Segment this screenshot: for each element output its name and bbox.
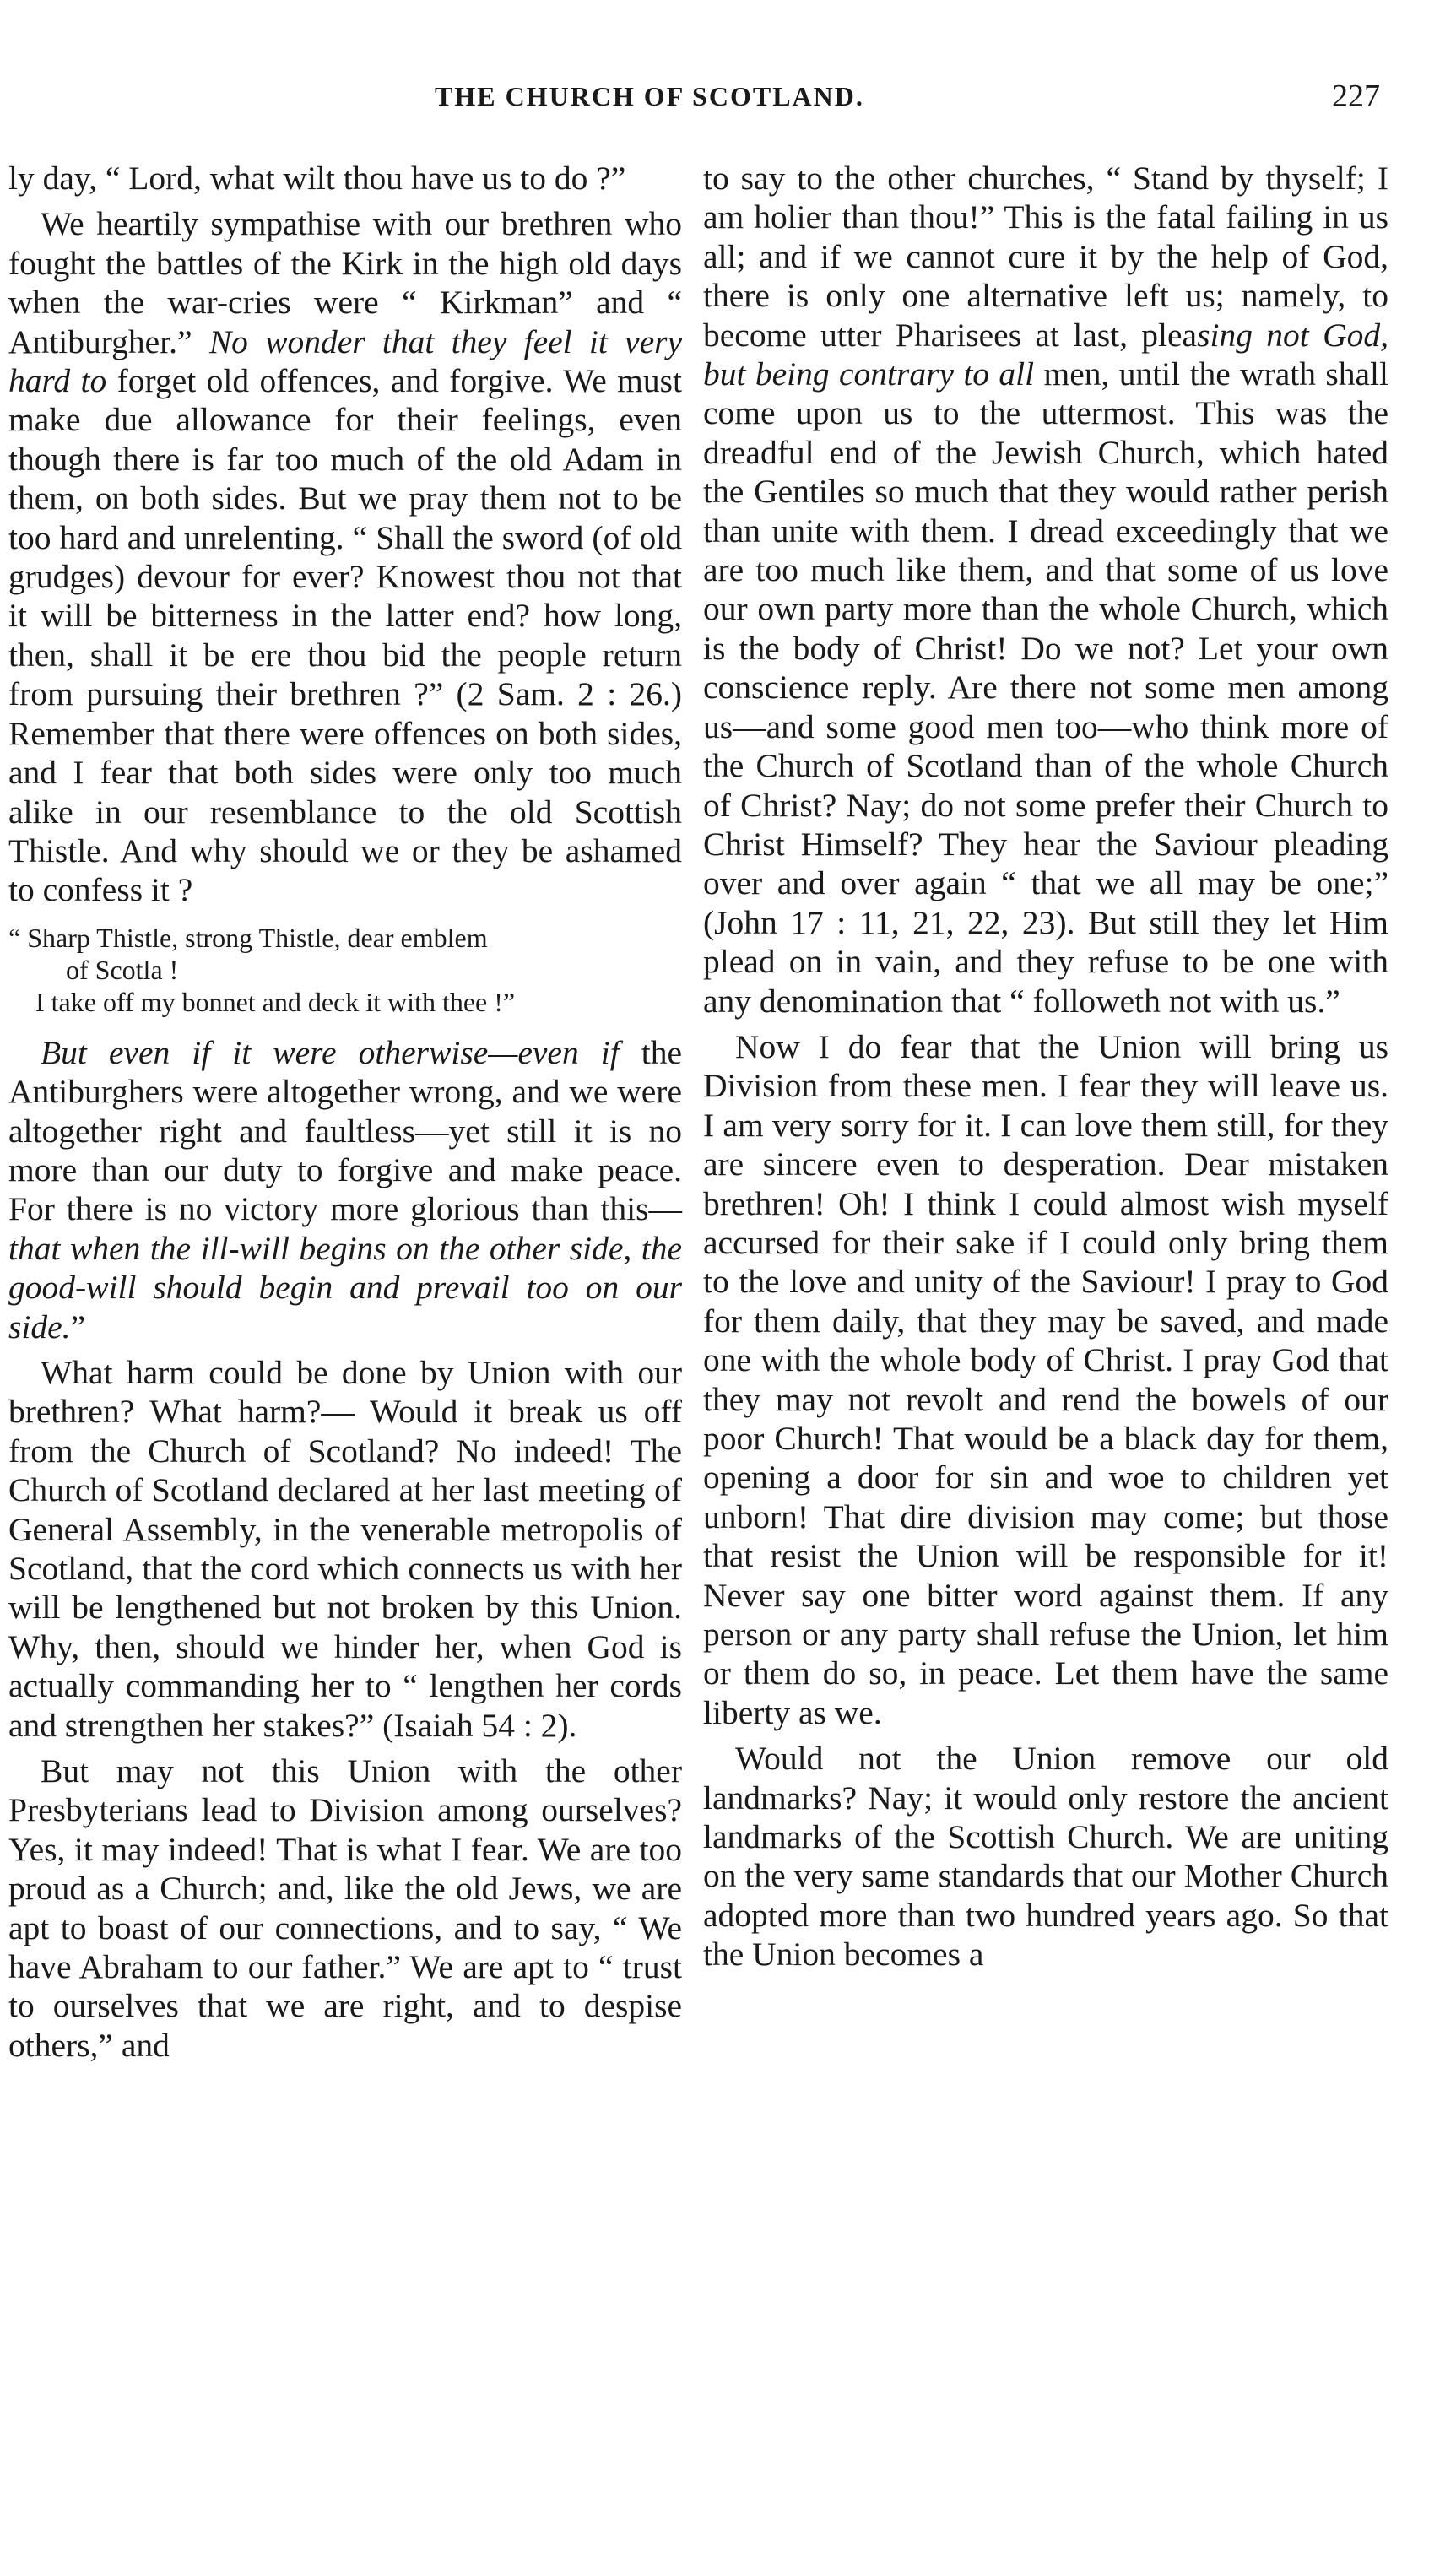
paragraph: Now I do fear that the Union will bring us Division from these men. I fear they will leave us. I am very sorry for it. I can love them still, for they are sincere even to desperation. Dear mistaken brethren! Oh! I think I could almost wish myself accursed for their sake if I could only bring them to the love and unity of the Saviour! I pray to God for them daily, that they may be saved, and made one with the whole body of Christ. I pray God that they may not revolt and rend the bowels of our poor Church! That would be a black day for them, opening a door for sin and woe to children yet unborn! That dire division may come; but those that resist the Union will be responsible for it! Never say one bitter word against them. If any person or any party shall refuse the Union, let him or them do so, in peace. Let them have the same liberty as we. [703,1027,1388,1731]
paragraph-text: men, until the wrath shall come upon us to the uttermost. This was the dreadful end of the Jewish Church, which hated the Gentiles so much that they would rather perish than unite with them. I dread exceedingly that we are too much like them, and that some of us love our own party more than the whole Church, which is the body of Christ! Do we not? Let your own conscience reply. Are there not some men among us—and some good men too—who think more of the Church of Scotland than of the whole Church of Christ? Nay; do not some prefer their Church to Christ Himself? They hear the Saviour pleading over and over again “ that we all may be one;” (John 17 : 11, 21, 22, 23). But still they let Him plead on in vain, and they refuse to be one with any denomination that “ followeth not with us.” [703,355,1388,1020]
paragraph: ly day, “ Lord, what wilt thou have us to do ?” [8,160,626,197]
paragraph-text: forget old offences, and forgive. We must make due allowance for their feelings, even though there is far too much of the old Adam in them, on both sides. But we pray them not to be too hard and unrelenting. “ Shall the sword (of old grudges) devour for ever? Knowest thou not that it will be bitterness in the latter end? how long, then, shall it be ere thou bid the people return from pursuing their brethren ?” (2 Sam. 2 : 26.) Remember that there were offences on both sides, and I fear that both sides were only too much alike in our resemblance to the old Scottish Thistle. And why should we or they be ashamed to confess it ? [8,362,682,909]
paragraph: Would not the Union remove our old landmarks? Nay; it would only restore the ancient landmarks of the Scottish Church. We are uniting on the very same standards that our Mother Church adopted more than two hundred years ago. So that the Union becomes a [703,1740,1388,1974]
paragraph [703,159,1388,1021]
paragraph-text: ” [70,1308,86,1345]
verse-line: I take off my bonnet and deck it with thee !” [35,986,516,1017]
paragraph [8,1033,682,1346]
page-number: 227 [1332,79,1380,114]
paragraph-text: to say to the other churches, “ Stand by thyself; I am holier than thou!” This is the fatal failing in us all; and if we cannot cure it by the help of God, there is only one alternative left us; namely, to become utter Pharisees at last, plea [703,160,1388,354]
paragraph: But may not this Union with the other Presbyterians lead to Division among ourselves? Yes, it may indeed! That is what I fear. We are too proud as a Church; and, like the old Jews, we are apt to boast of our connections, and to say, “ We have Abraham to our father.” We are apt to “ trust to ourselves that we are right, and to despise others,” and [8,1752,682,2064]
italic-text: sing not God, but being contrary to all [703,316,1388,393]
left-column [8,159,682,2071]
verse-quote [8,922,682,1018]
paragraph-text: We heartily sympathise with our brethren who fought the battles of the Kirk in the high old days when the war-cries were “ Kirkman” and “ Antiburgher.” [8,205,682,360]
running-title: THE CHURCH OF SCOTLAND. [435,81,864,111]
verse-line: of Scotla ! [66,954,179,985]
italic-text: No wonder that they feel it very hard to [8,322,683,400]
italic-text: that when the ill-will begins on the other side, the good-will should begin and prevail too on our side. [8,1229,682,1345]
paragraph [8,204,682,909]
paragraph: What harm could be done by Union with our brethren? What harm?— Would it break us off from the Church of Scotland? No indeed! The Church of Scotland declared at her last meeting of General Assembly, in the venerable metropolis of Scotland, that the cord which connects us with her will be lengthened but not broken by this Union. Why, then, should we hinder her, when God is actually commanding her to “ lengthen her cords and strengthen her stakes?” (Isaiah 54 : 2). [8,1353,682,1744]
verse-line: “ Sharp Thistle, strong Thistle, dear emblem [8,922,488,953]
italic-text: But even if it were otherwise—even if [41,1033,620,1071]
right-column [703,159,1388,1981]
running-head [0,81,1456,123]
paragraph-text: the Antiburghers were altogether wrong, and we were altogether right and faultless—yet still it is no more than our duty to forgive and make peace. For there is no victory more glorious than this— [8,1033,682,1228]
